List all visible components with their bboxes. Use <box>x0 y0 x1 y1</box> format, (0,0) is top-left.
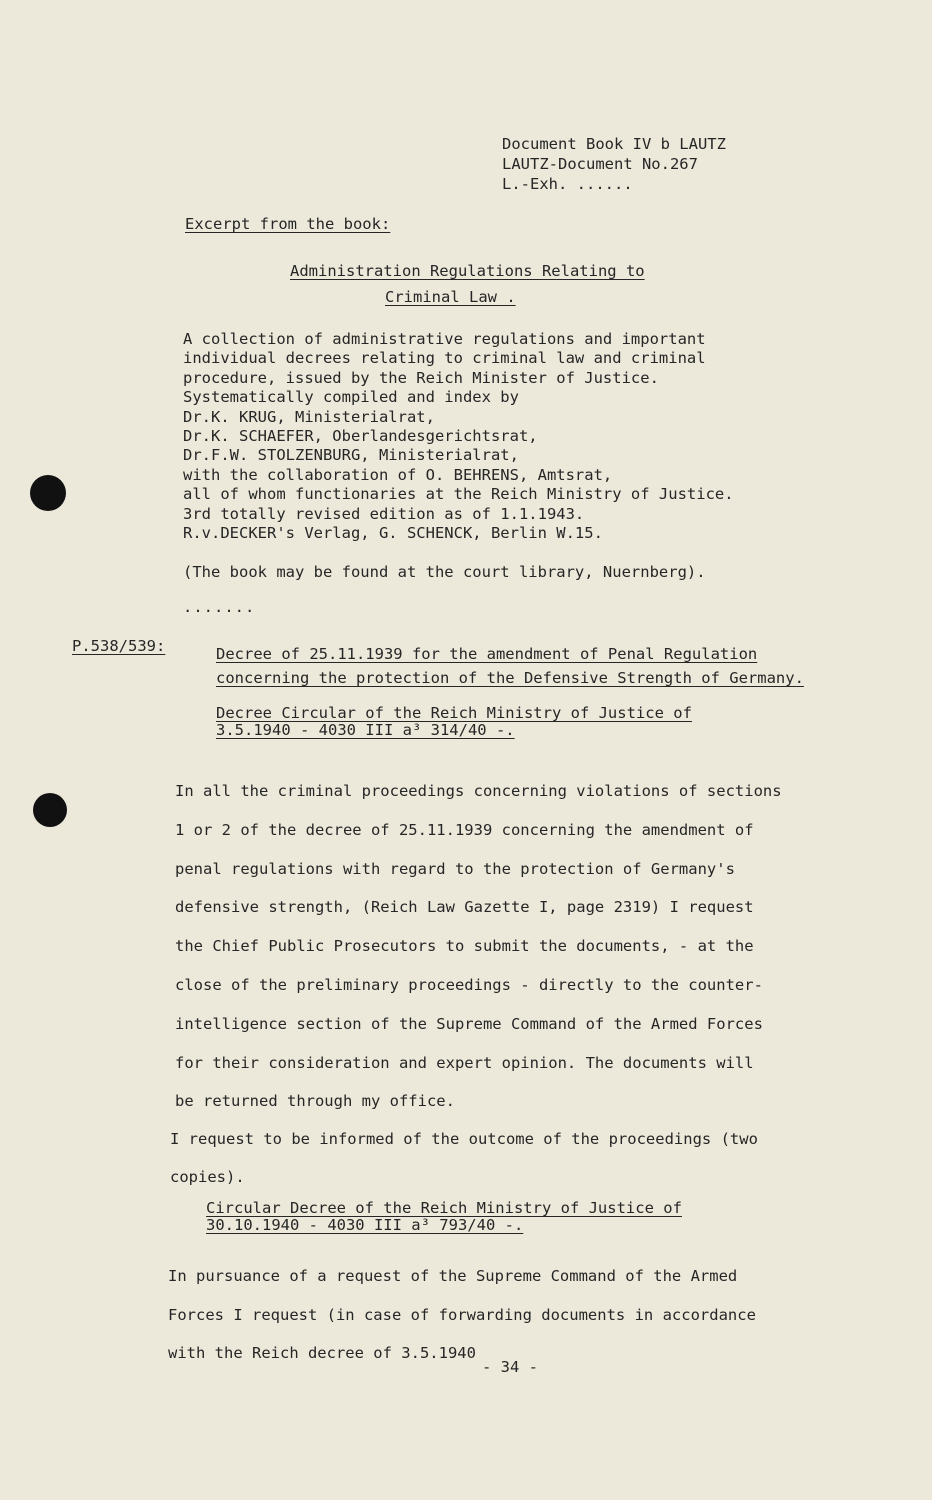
intro-line: A collection of administrative regulations and important <box>183 330 706 348</box>
body-line: defensive strength, (Reich Law Gazette I, page 2319) I request <box>175 898 754 917</box>
excerpt-label: Excerpt from the book: <box>185 215 391 233</box>
body-paragraph <box>168 1257 756 1373</box>
circular-heading-line: Circular Decree of the Reich Ministry of Justice of <box>206 1199 682 1217</box>
circular-heading-line: 30.10.1940 - 4030 III a³ 793/40 -. <box>206 1216 524 1234</box>
circular-heading <box>206 1200 682 1234</box>
body-line: Forces I request (in case of forwarding documents in accordance <box>168 1305 756 1324</box>
body-line: be returned through my office. <box>175 1092 455 1111</box>
punch-hole <box>33 793 67 827</box>
intro-line: individual decrees relating to criminal law and criminal <box>183 349 706 368</box>
ellipsis-separator: ....... <box>183 598 256 616</box>
body-paragraph <box>175 772 782 1121</box>
intro-line: all of whom functionaries at the Reich Ministry of Justice. <box>183 485 734 504</box>
body-line: copies). <box>170 1168 245 1186</box>
page-number: - 34 - <box>482 1358 538 1376</box>
body-line: 1 or 2 of the decree of 25.11.1939 concerning the amendment of <box>175 820 754 839</box>
document-header <box>502 134 726 194</box>
body-line: In pursuance of a request of the Supreme Command of the Armed <box>168 1267 738 1285</box>
body-line: close of the preliminary proceedings - directly to the counter- <box>175 975 763 994</box>
header-line: L.-Exh. ...... <box>502 175 633 193</box>
book-description <box>183 330 734 543</box>
page-reference: P.538/539: <box>72 637 166 655</box>
book-title-line: Criminal Law . <box>385 288 516 306</box>
circular-heading-line: 3.5.1940 - 4030 III a³ 314/40 -. <box>216 721 515 739</box>
body-line: for their consideration and expert opinion. The documents will <box>175 1053 754 1072</box>
intro-line: Dr.K. SCHAEFER, Oberlandesgerichtsrat, <box>183 427 538 446</box>
circular-heading-line: Decree Circular of the Reich Ministry of Justice of <box>216 704 692 722</box>
header-line: LAUTZ-Document No.267 <box>502 155 698 173</box>
intro-line: with the collaboration of O. BEHRENS, Amtsrat, <box>183 465 613 484</box>
book-title-line: Administration Regulations Relating to <box>290 262 645 280</box>
body-line: intelligence section of the Supreme Command of the Armed Forces <box>175 1014 763 1033</box>
body-line: with the Reich decree of 3.5.1940 <box>168 1344 476 1362</box>
decree-title <box>216 642 804 690</box>
intro-line: R.v.DECKER's Verlag, G. SCHENCK, Berlin W.15. <box>183 524 603 543</box>
circular-heading <box>216 705 692 739</box>
request-paragraph <box>170 1120 758 1196</box>
intro-line: Dr.K. KRUG, Ministerialrat, <box>183 407 435 426</box>
library-note: (The book may be found at the court library, Nuernberg). <box>183 563 706 581</box>
intro-line: 3rd totally revised edition as of 1.1.1943. <box>183 504 585 523</box>
body-line: In all the criminal proceedings concerning violations of sections <box>175 782 782 800</box>
body-line: I request to be informed of the outcome of the proceedings (two <box>170 1130 758 1148</box>
header-line: Document Book IV b LAUTZ <box>502 135 726 153</box>
intro-line: Systematically compiled and index by <box>183 388 519 407</box>
body-line: penal regulations with regard to the protection of Germany's <box>175 859 735 878</box>
body-line: the Chief Public Prosecutors to submit the documents, - at the <box>175 937 754 956</box>
intro-line: procedure, issued by the Reich Minister of Justice. <box>183 368 659 387</box>
punch-hole <box>30 475 66 511</box>
decree-title-line: Decree of 25.11.1939 for the amendment of Penal Regulation <box>216 645 758 663</box>
decree-title-line: concerning the protection of the Defensive Strength of Germany. <box>216 669 804 687</box>
intro-line: Dr.F.W. STOLZENBURG, Ministerialrat, <box>183 446 519 465</box>
